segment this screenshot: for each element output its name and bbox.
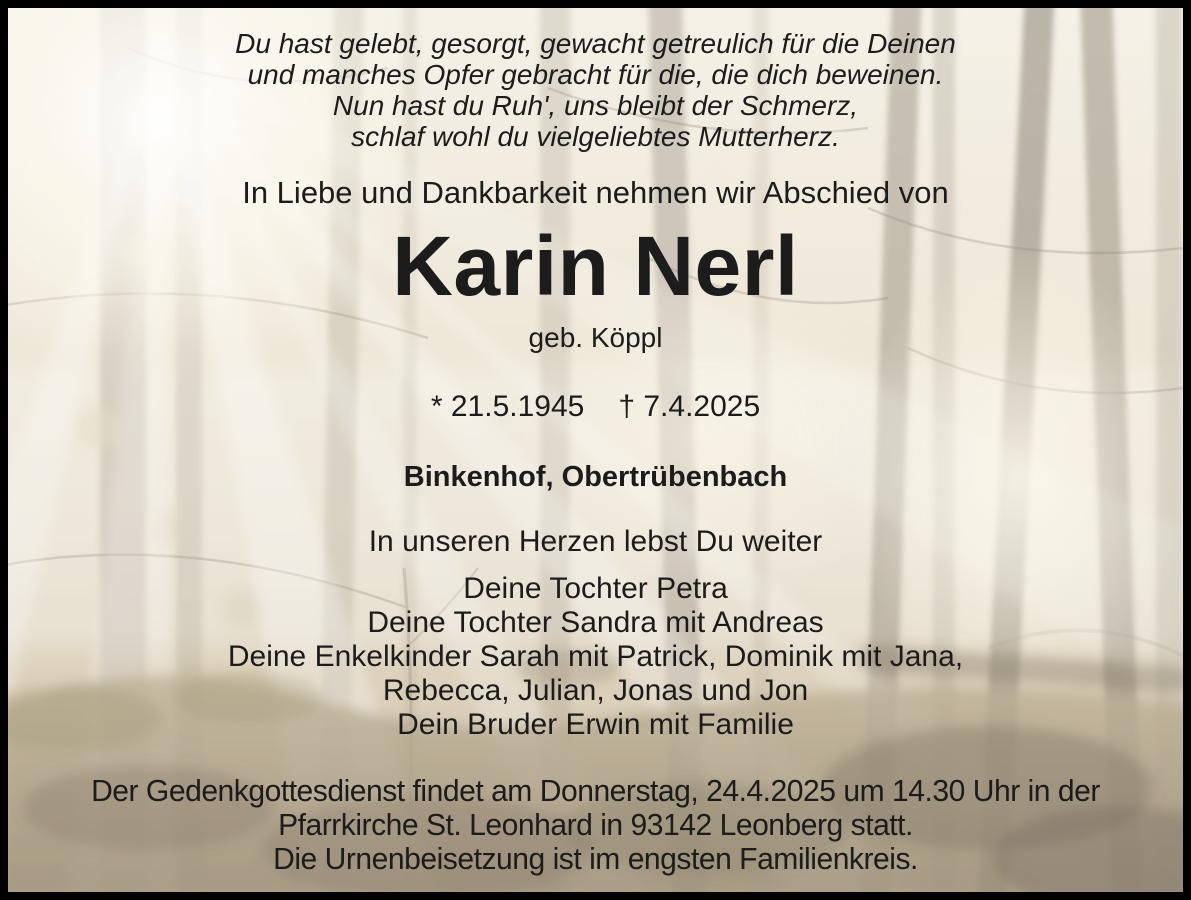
poem-line: und manches Opfer gebracht für die, die dich beweinen.: [247, 59, 944, 90]
residence-line: Binkenhof, Obertrübenbach: [403, 461, 788, 493]
birth-date-value: 21.5.1945: [450, 390, 585, 423]
opening-poem: [8, 28, 1183, 152]
deceased-name: Karin Nerl: [392, 219, 799, 313]
poem-line: schlaf wohl du vielgeliebtes Mutterherz.: [351, 121, 840, 152]
notice-text: [8, 8, 1183, 892]
death-date: [618, 390, 760, 423]
death-date-value: 7.4.2025: [643, 390, 761, 423]
service-info: [26, 774, 1166, 876]
service-line: Die Urnenbeisetzung ist im engsten Familienkreis.: [273, 841, 918, 876]
poem-line: Du hast gelebt, gesorgt, gewacht getreulich für die Deinen: [235, 28, 956, 59]
service-line: Pfarrkirche St. Leonhard in 93142 Leonberg statt.: [278, 807, 913, 842]
maiden-name: geb. Köppl: [528, 322, 663, 353]
mourner-line: Deine Tochter Sandra mit Andreas: [367, 606, 824, 639]
birth-symbol: *: [430, 390, 443, 423]
mourner-line: Deine Tochter Petra: [463, 572, 728, 605]
service-line: Der Gedenkgottesdienst findet am Donnerstag, 24.4.2025 um 14.30 Uhr in der: [91, 773, 1100, 808]
life-dates: [8, 390, 1183, 423]
farewell-intro-line: In Liebe und Dankbarkeit nehmen wir Abschied von: [242, 175, 949, 210]
birth-date: [431, 390, 585, 423]
memorial-line: In unseren Herzen lebst Du weiter: [368, 525, 823, 558]
mourner-line: Rebecca, Julian, Jonas und Jon: [382, 674, 809, 707]
mourners-list: [8, 572, 1183, 742]
poem-line: Nun hast du Ruh', uns bleibt der Schmerz,: [332, 90, 859, 121]
dagger-symbol: †: [618, 390, 636, 423]
mourner-line: Dein Bruder Erwin mit Familie: [397, 708, 794, 741]
mourner-line: Deine Enkelkinder Sarah mit Patrick, Dominik mit Jana,: [227, 640, 964, 673]
